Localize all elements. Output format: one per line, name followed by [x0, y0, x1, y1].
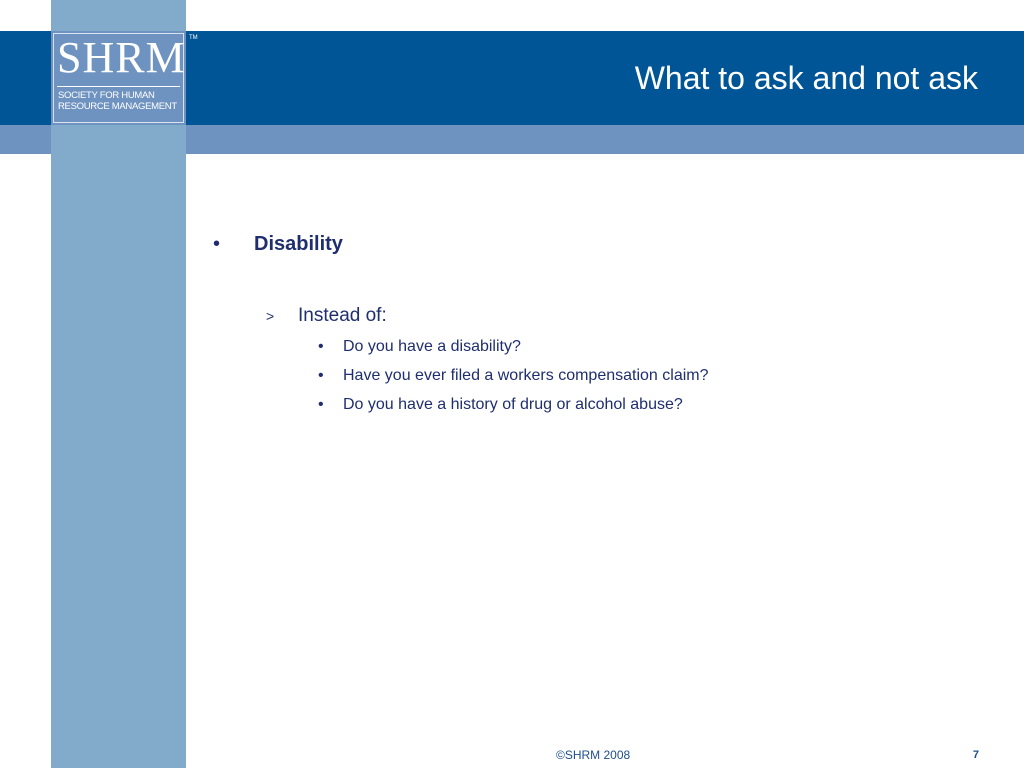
slide-title: What to ask and not ask — [634, 60, 978, 96]
list-item-text: Do you have a history of drug or alcohol abuse? — [343, 396, 683, 413]
slide-body — [213, 228, 993, 419]
bullet-heading: Disability — [254, 233, 343, 255]
shrm-logo — [51, 31, 186, 125]
list-item-text: Have you ever filed a workers compensation claim? — [343, 367, 709, 384]
footer-copyright: ©SHRM 2008 — [556, 748, 631, 762]
logo-wordmark: SHRM — [57, 33, 186, 82]
logo-trademark: TM — [189, 35, 198, 41]
bullet-disability — [213, 228, 993, 260]
logo-divider — [57, 86, 180, 87]
item-marker: • — [318, 396, 324, 413]
list-item — [213, 361, 993, 390]
list-item — [213, 390, 993, 419]
sub-bullet-heading: Instead of: — [298, 305, 387, 326]
sub-bullet-marker: > — [266, 308, 275, 324]
bullet-marker: • — [213, 233, 221, 255]
item-marker: • — [318, 367, 324, 384]
list-item-text: Do you have a disability? — [343, 338, 521, 355]
list-item — [213, 332, 993, 361]
logo-tagline: SOCIETY FOR HUMAN RESOURCE MANAGEMENT — [58, 90, 177, 112]
item-marker: • — [318, 338, 324, 355]
page-number: 7 — [972, 749, 979, 761]
sub-bullet-instead-of — [213, 300, 993, 332]
